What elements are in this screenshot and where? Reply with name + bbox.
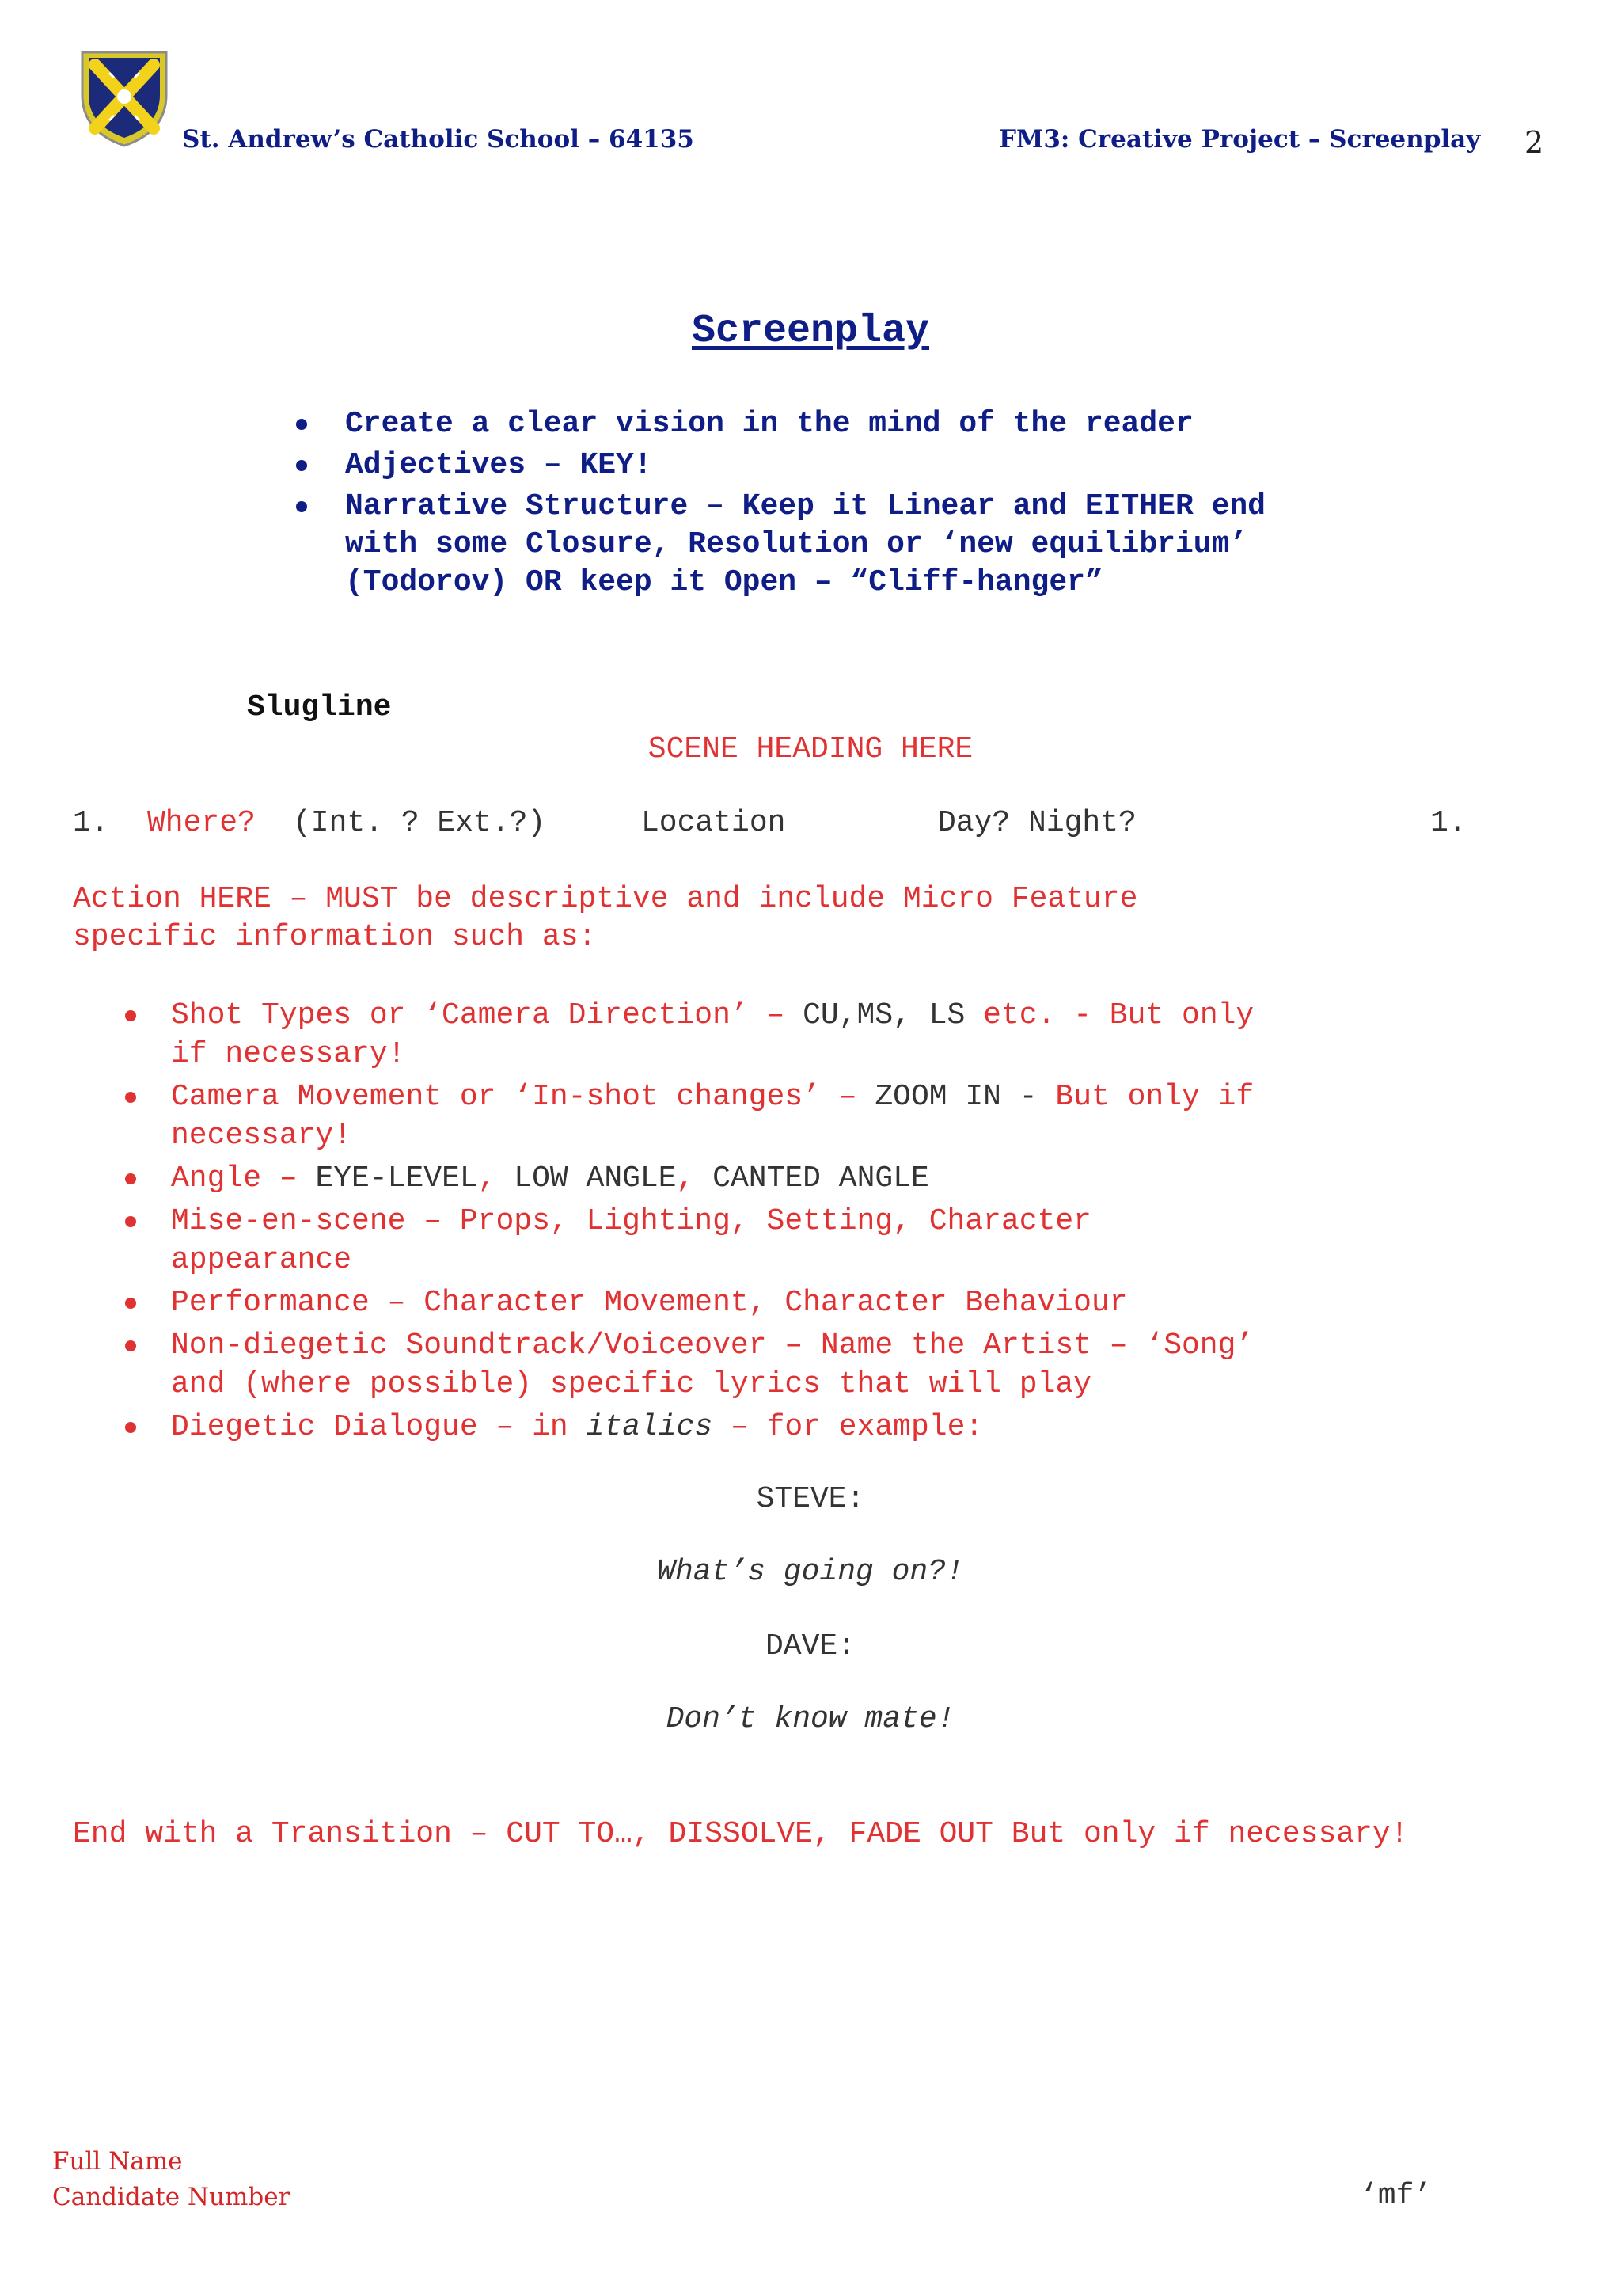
dialogue-line: What’s going on?! xyxy=(657,1555,964,1589)
list-item: Adjectives – KEY! xyxy=(293,447,1401,485)
bullet-icon xyxy=(125,1340,136,1351)
bullet-icon xyxy=(125,1092,136,1103)
bullet-icon xyxy=(125,1422,136,1433)
scene-int-ext: (Int. ? Ext.?) xyxy=(293,806,546,840)
list-item: Diegetic Dialogue – in italics – for example: xyxy=(122,1408,1388,1446)
scene-day-night: Day? Night? xyxy=(938,806,1137,840)
bullet-icon xyxy=(125,1298,136,1309)
mf-marker: ‘mf’ xyxy=(1360,2179,1433,2213)
scene-number-right: 1. xyxy=(1430,806,1467,840)
list-item: Performance – Character Movement, Character Behaviour xyxy=(122,1283,1388,1322)
list-item: Shot Types or ‘Camera Direction’ – CU,MS, LS etc. - But only if necessary! xyxy=(122,996,1388,1074)
school-name: St. Andrew’s Catholic School – 64135 xyxy=(182,125,694,154)
scene-location: Location xyxy=(641,806,786,840)
page-title: Screenplay xyxy=(691,309,930,354)
list-item: Camera Movement or ‘In-shot changes’ – ZOOM IN - But only if necessary! xyxy=(122,1078,1388,1155)
dialogue-line: Don’t know mate! xyxy=(666,1702,955,1736)
bullet-icon xyxy=(296,419,307,430)
character-name: STEVE: xyxy=(756,1482,865,1516)
list-item: Non-diegetic Soundtrack/Voiceover – Name the Artist – ‘Song’ and (where possible) specific lyrics that will play xyxy=(122,1326,1388,1404)
project-title: FM3: Creative Project – Screenplay xyxy=(999,125,1481,154)
scene-where: Where? xyxy=(147,806,256,840)
page-number: 2 xyxy=(1524,125,1544,160)
transition-instruction: End with a Transition – CUT TO…, DISSOLVE, FADE OUT But only if necessary! xyxy=(73,1817,1409,1851)
action-description: Action HERE – MUST be descriptive and include Micro Feature specific information such as: xyxy=(73,882,1138,954)
list-item: Angle – EYE-LEVEL, LOW ANGLE, CANTED ANGLE xyxy=(122,1159,1388,1198)
scene-heading: SCENE HEADING HERE xyxy=(647,732,974,766)
bullet-icon xyxy=(125,1010,136,1021)
micro-features-list xyxy=(122,996,1388,1450)
school-crest-icon xyxy=(78,46,171,149)
intro-bullet-list xyxy=(293,405,1401,605)
bullet-icon xyxy=(296,501,307,512)
list-item: Create a clear vision in the mind of the reader xyxy=(293,405,1401,443)
candidate-number-label: Candidate Number xyxy=(52,2183,290,2211)
full-name-label: Full Name xyxy=(52,2147,183,2176)
list-item: Narrative Structure – Keep it Linear and EITHER end with some Closure, Resolution or ‘new equilibrium’ (Todorov) OR keep it Open – “Cliff-hanger” xyxy=(293,488,1401,602)
bullet-icon xyxy=(125,1173,136,1184)
bullet-icon xyxy=(125,1216,136,1227)
scene-number-left: 1. xyxy=(73,806,109,840)
list-item: Mise-en-scene – Props, Lighting, Setting, Character appearance xyxy=(122,1202,1388,1279)
bullet-icon xyxy=(296,460,307,471)
slugline-label: Slugline xyxy=(247,690,392,724)
character-name: DAVE: xyxy=(765,1629,856,1663)
